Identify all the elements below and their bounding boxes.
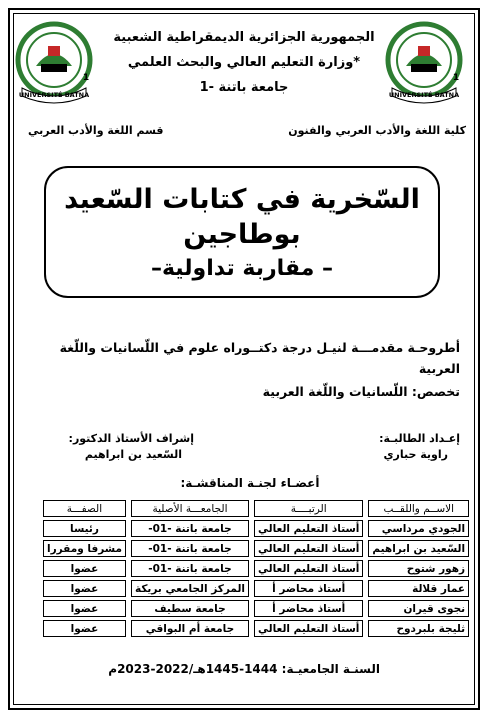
header-rank: الرتبــــة [254,500,363,517]
student-label: إعـداد الطالبـة: [379,432,460,445]
title-line-2: بوطاجين [183,219,301,250]
member-rank: أستاذ التعليم العالي [254,540,363,557]
table-row [43,620,469,637]
header-role: الصفـــة [43,500,126,517]
header-name: الاســم واللقــب [368,500,469,517]
member-rank: أستاذ التعليم العالي [254,620,363,637]
member-university: المركز الجامعي بريكة [131,580,249,597]
committee-header-row [43,500,469,517]
table-row [43,560,469,577]
academic-year: السنـة الجامعيـة: 1444-1445هـ/2022-2023م [108,662,380,676]
member-name: الجودي مرداسي [368,520,469,537]
member-role: عضوا [43,560,126,577]
table-row [43,580,469,597]
member-rank: أستاذ التعليم العالي [254,520,363,537]
member-name: زهور شتوح [368,560,469,577]
specialty: تخصص: اللّسانيات واللّغة العربية [262,384,460,399]
committee-table [38,497,474,640]
logo-left-text: UNIVERSITÉ BATNA [18,91,90,99]
member-role: عضوا [43,580,126,597]
member-university: جامعة باتنة -01- [131,560,249,577]
member-rank: أستاذ محاضر أ [254,580,363,597]
thesis-title-box [44,166,440,298]
member-name: السّعيد بن ابراهيم [368,540,469,557]
republic-line: الجمهورية الجزائرية الديمقراطية الشعبية [113,30,375,45]
member-name: نجوى قيران [368,600,469,617]
member-role: رئيسا [43,520,126,537]
university-logo-left [14,20,94,106]
member-university: جامعة أم البواقي [131,620,249,637]
thesis-description: أطروحـة مقدمـــة لنيـل درجة دكتــوراه علوم في اللّسانيات واللّغة [59,340,460,355]
faculty-name: كلية اللغة والأدب العربي والفنون [288,124,466,137]
student-name: راوية حباري [383,448,448,461]
header-university: الجامعـــة الأصلية [131,500,249,517]
member-rank: أستاذ التعليم العالي [254,560,363,577]
department-name: قسم اللغة والأدب العربي [28,124,164,137]
university-line: جامعة باتنة -1 [199,80,289,95]
title-line-3: – مقاربة تداولية– [150,256,334,281]
table-row [43,540,469,557]
member-name: ثليجة بلبردوح [368,620,469,637]
thesis-description-cont: العربية [418,361,460,376]
university-logo-right [384,20,464,106]
member-rank: أستاذ محاضر أ [254,600,363,617]
supervisor-name: السّعيد بن ابراهيم [84,448,182,461]
member-name: عمار قلالة [368,580,469,597]
member-role: عضوا [43,620,126,637]
logo-left-number: 1 [82,73,90,83]
committee-title: أعضـاء لجنـة المناقشـة: [180,476,320,490]
title-line-1: السّخرية في كتابات السّعيد [64,184,420,215]
table-row [43,520,469,537]
member-university: جامعة باتنة -01- [131,520,249,537]
supervisor-label: إشراف الأستاذ الدكتور: [68,432,194,445]
logo-right-text: UNIVERSITÉ BATNA [388,91,460,99]
member-university: جامعة باتنة -01- [131,540,249,557]
member-role: عضوا [43,600,126,617]
member-role: مشرفا ومقررا [43,540,126,557]
member-university: جامعة سطيف [131,600,249,617]
logo-right-number: 1 [452,73,460,83]
table-row [43,600,469,617]
ministry-line: *وزارة التعليم العالي والبحث العلمي [127,55,361,70]
